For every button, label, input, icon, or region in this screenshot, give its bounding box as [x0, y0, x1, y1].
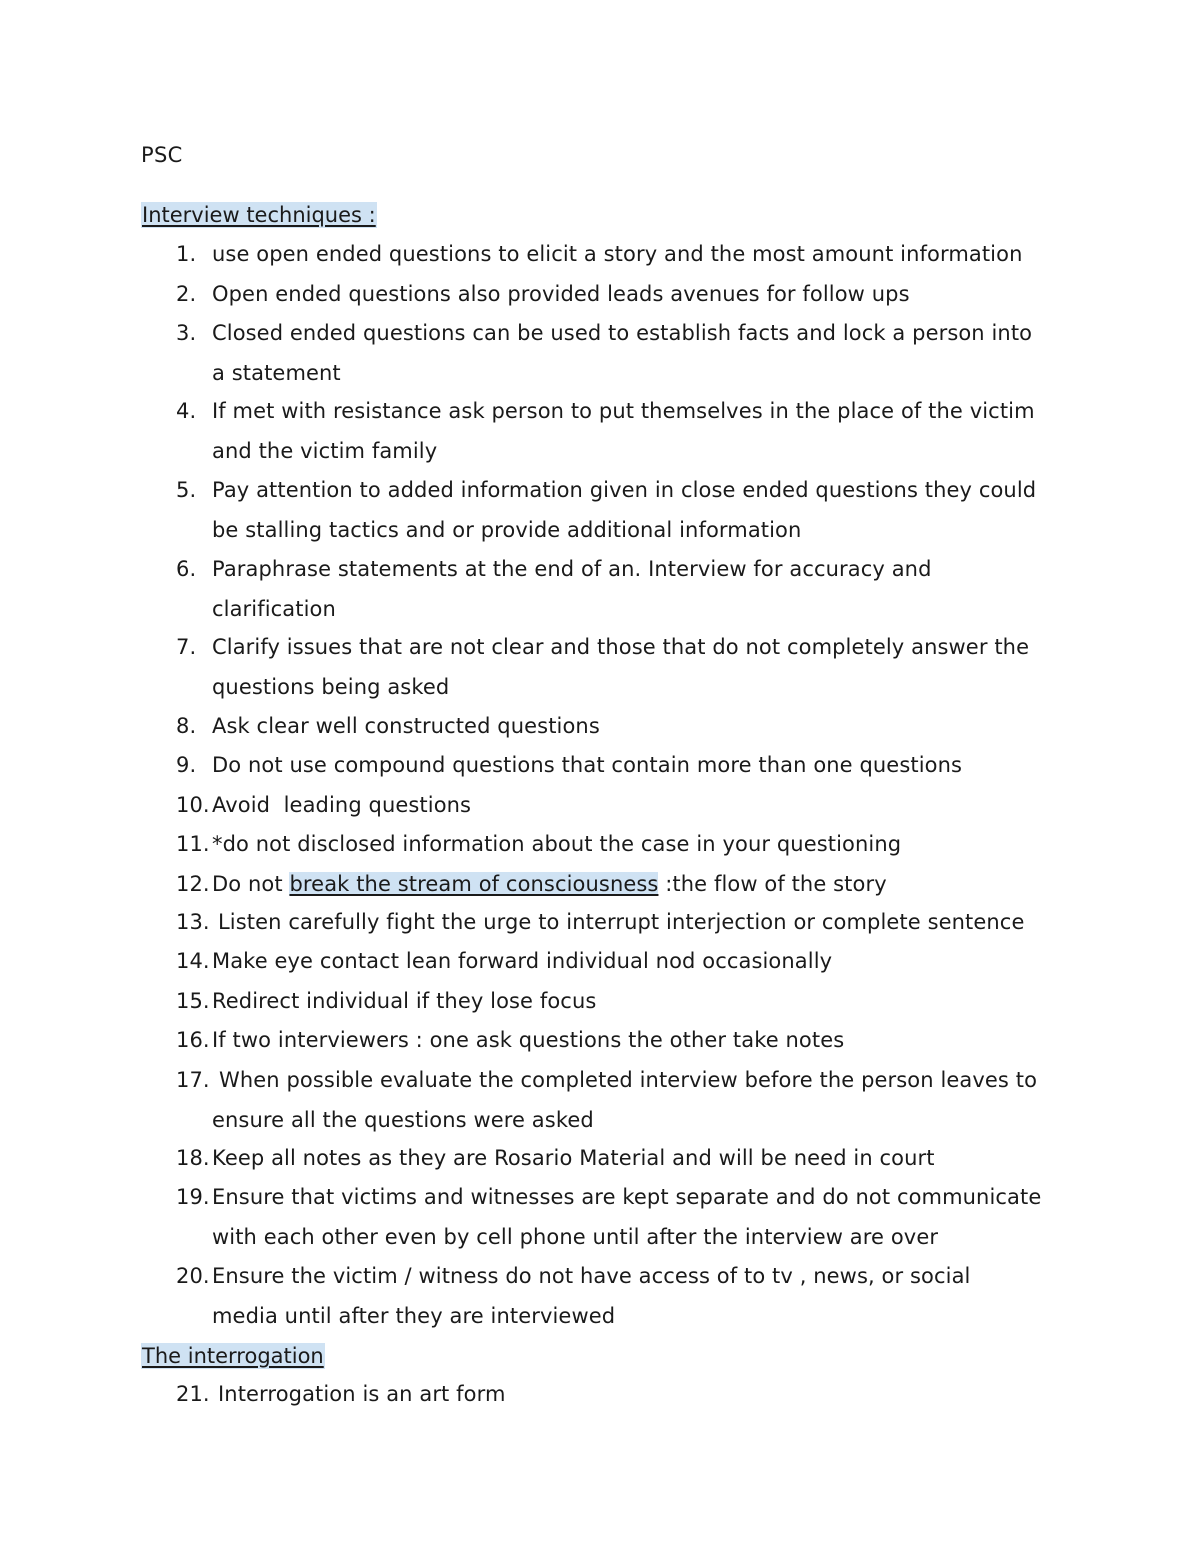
list-item-text: Avoid leading questions — [212, 793, 472, 817]
list-item-text — [212, 865, 1076, 905]
list-item — [176, 550, 1076, 629]
list-item — [176, 235, 1076, 275]
document-title: PSC — [141, 143, 183, 167]
list-item-number: 1. — [176, 242, 197, 266]
list-item-text: Ask clear well constructed questions — [212, 714, 600, 738]
list-item-number: 2. — [176, 282, 197, 306]
list-item-text-before: Do not — [212, 872, 290, 896]
list-item-number: 6. — [176, 557, 197, 581]
list-item-text: If two interviewers : one ask questions the other take notes — [212, 1028, 845, 1052]
list-item-text: If met with resistance ask person to put themselves in the place of the victim and the victim family — [212, 399, 1035, 463]
list-item-number: 3. — [176, 321, 197, 345]
list-item — [176, 707, 1076, 747]
list-item-number: 9. — [176, 753, 197, 777]
list-item-text: Clarify issues that are not clear and those that do not completely answer the questions being asked — [212, 635, 1030, 699]
list-item — [176, 865, 1076, 905]
list-item-text: Open ended questions also provided leads avenues for follow ups — [212, 282, 910, 306]
list-item-number: 19. — [176, 1185, 210, 1209]
list-item — [176, 275, 1076, 315]
list-item — [176, 786, 1076, 826]
list-item-text: Make eye contact lean forward individual nod occasionally — [212, 949, 833, 973]
highlighted-phrase: break the stream of consciousness — [289, 872, 659, 896]
list-item-number: 8. — [176, 714, 197, 738]
list-item-text: Ensure that victims and witnesses are kept separate and do not communicate with each other even by cell phone until after the interview are over — [212, 1185, 1042, 1249]
list-item-text: Listen carefully fight the urge to interrupt interjection or complete sentence — [218, 910, 1025, 934]
list-item-text: Paraphrase statements at the end of an. Interview for accuracy and clarification — [212, 557, 932, 621]
list-item-number: 15. — [176, 989, 210, 1013]
list-item-number: 20. — [176, 1264, 210, 1288]
list-item-text: Pay attention to added information given in close ended questions they could be stalling tactics and or provide additional information — [212, 478, 1037, 542]
list-item — [176, 903, 1076, 943]
list-item — [176, 1257, 1076, 1336]
list-item-number: 12. — [176, 872, 210, 896]
list-item-number: 11. — [176, 832, 210, 856]
list-item — [176, 746, 1076, 786]
list-item-number: 4. — [176, 399, 197, 423]
list-item-text: Interrogation is an art form — [218, 1382, 506, 1406]
list-item — [176, 1139, 1076, 1179]
list-item — [176, 1021, 1076, 1061]
list-item-text: When possible evaluate the completed interview before the person leaves to ensure all the questions were asked — [212, 1068, 1038, 1132]
list-item-number: 5. — [176, 478, 197, 502]
list-item — [176, 982, 1076, 1022]
list-item-number: 18. — [176, 1146, 210, 1170]
list-item — [176, 314, 1076, 393]
list-item — [176, 942, 1076, 982]
list-item-text: Ensure the victim / witness do not have access of to tv , news, or social media until after they are interviewed — [212, 1264, 971, 1328]
list-item-text-after: :the flow of the story — [658, 872, 887, 896]
section-heading-interview-techniques: Interview techniques : — [142, 203, 376, 227]
list-item-number: 21. — [176, 1382, 210, 1406]
list-item — [176, 1061, 1076, 1140]
list-item-number: 16. — [176, 1028, 210, 1052]
list-item-text: use open ended questions to elicit a story and the most amount information — [212, 242, 1023, 266]
list-item-text: Do not use compound questions that contain more than one questions — [212, 753, 963, 777]
list-item-text: Closed ended questions can be used to establish facts and lock a person into a statement — [212, 321, 1033, 385]
list-item-text: *do not disclosed information about the case in your questioning — [212, 832, 902, 856]
list-item-number: 13. — [176, 910, 210, 934]
list-item — [176, 628, 1076, 707]
list-item-number: 7. — [176, 635, 197, 659]
section-heading-interrogation: The interrogation — [142, 1344, 324, 1368]
list-item-text: Keep all notes as they are Rosario Material and will be need in court — [212, 1146, 935, 1170]
list-item-number: 10. — [176, 793, 210, 817]
list-item — [176, 1178, 1076, 1257]
list-item — [176, 471, 1076, 550]
list-item-number: 17. — [176, 1068, 210, 1092]
list-item-text: Redirect individual if they lose focus — [212, 989, 597, 1013]
list-item — [176, 825, 1076, 865]
list-item-number: 14. — [176, 949, 210, 973]
list-item — [176, 1375, 1076, 1415]
list-item — [176, 392, 1076, 471]
